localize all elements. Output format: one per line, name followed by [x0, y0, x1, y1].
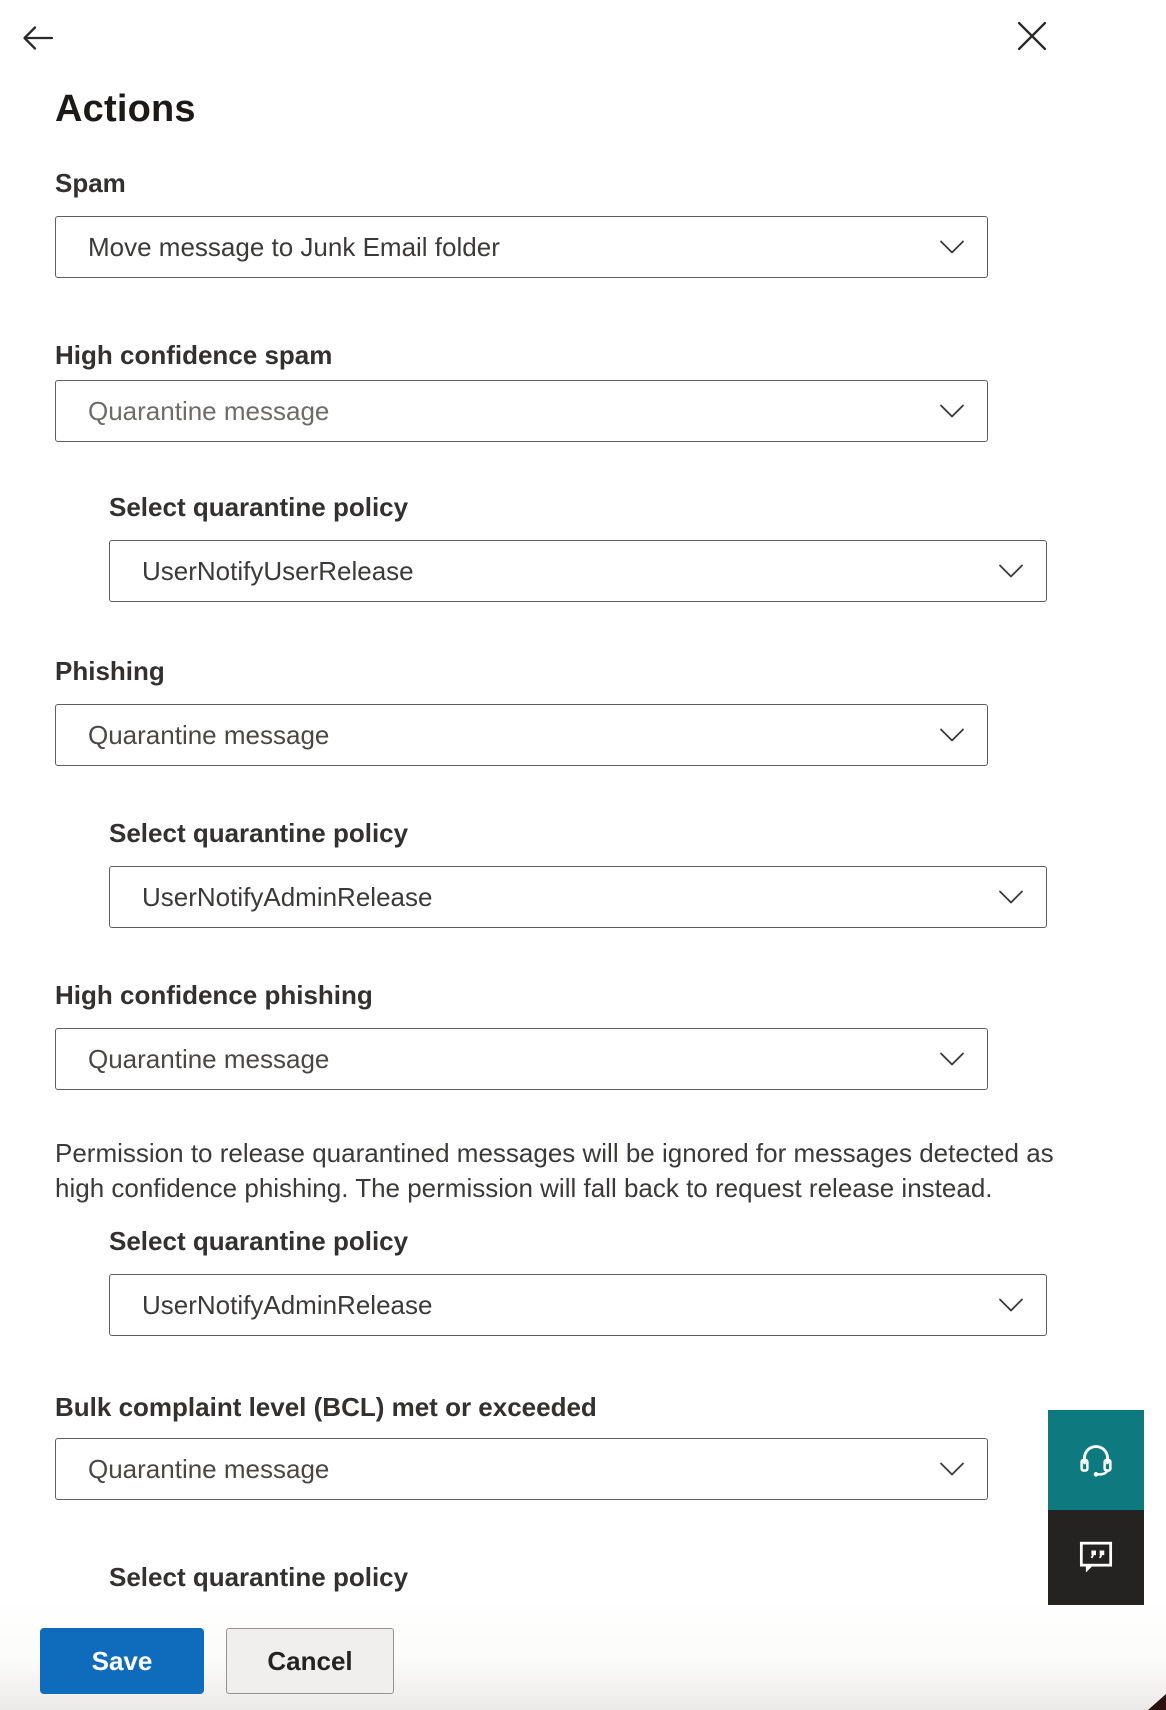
high-confidence-phishing-label: High confidence phishing [55, 980, 373, 1010]
spam-action-value: Move message to Junk Email folder [88, 231, 500, 262]
chevron-down-icon [939, 1052, 965, 1067]
bcl-label: Bulk complaint level (BCL) met or exceeded [55, 1392, 597, 1422]
high-confidence-spam-value: Quarantine message [88, 395, 330, 426]
hcp-quarantine-policy-value: UserNotifyAdminRelease [142, 1289, 433, 1320]
phishing-action-value: Quarantine message [88, 719, 330, 750]
hcp-permission-note-line1: Permission to release quarantined messages will be ignored for messages detected as [55, 1138, 1054, 1168]
headset-icon [1073, 1436, 1119, 1485]
feedback-button[interactable] [1048, 1510, 1144, 1605]
close-button[interactable] [1010, 14, 1054, 58]
help-button[interactable] [1048, 1410, 1144, 1510]
hcp-quarantine-policy-dropdown[interactable] [109, 1274, 1047, 1336]
save-button[interactable]: Save [40, 1628, 204, 1694]
high-confidence-spam-dropdown[interactable] [55, 380, 988, 442]
hcs-quarantine-policy-value: UserNotifyUserRelease [142, 555, 414, 586]
chevron-down-icon [998, 1298, 1024, 1313]
hcs-quarantine-policy-dropdown[interactable] [109, 540, 1047, 602]
hcp-permission-note-line2: high confidence phishing. The permission will fall back to request release instead. [55, 1173, 993, 1203]
chat-feedback-icon [1074, 1534, 1118, 1581]
hcs-quarantine-policy-label: Select quarantine policy [109, 492, 409, 522]
chevron-down-icon [998, 890, 1024, 905]
phishing-quarantine-policy-value: UserNotifyAdminRelease [142, 881, 433, 912]
phishing-quarantine-policy-label: Select quarantine policy [109, 818, 409, 848]
footer-bar [0, 1600, 1166, 1710]
back-button[interactable] [16, 16, 60, 60]
spam-label: Spam [55, 168, 126, 198]
phishing-label: Phishing [55, 656, 165, 686]
close-icon [1014, 18, 1050, 54]
page-title: Actions [55, 88, 196, 130]
chevron-down-icon [939, 1462, 965, 1477]
chevron-down-icon [939, 728, 965, 743]
high-confidence-spam-label: High confidence spam [55, 340, 333, 370]
chevron-down-icon [939, 240, 965, 255]
chevron-down-icon [998, 564, 1024, 579]
bcl-action-value: Quarantine message [88, 1453, 330, 1484]
back-arrow-icon [19, 19, 57, 57]
high-confidence-phishing-dropdown[interactable] [55, 1028, 988, 1090]
chevron-down-icon [939, 404, 965, 419]
cancel-button[interactable]: Cancel [226, 1628, 394, 1694]
phishing-action-dropdown[interactable] [55, 704, 988, 766]
bcl-action-dropdown[interactable] [55, 1438, 988, 1500]
high-confidence-phishing-value: Quarantine message [88, 1043, 330, 1074]
bcl-quarantine-policy-label: Select quarantine policy [109, 1562, 409, 1592]
phishing-quarantine-policy-dropdown[interactable] [109, 866, 1047, 928]
hcp-quarantine-policy-label: Select quarantine policy [109, 1226, 409, 1256]
hcp-permission-note [55, 1136, 1135, 1206]
spam-action-dropdown[interactable] [55, 216, 988, 278]
